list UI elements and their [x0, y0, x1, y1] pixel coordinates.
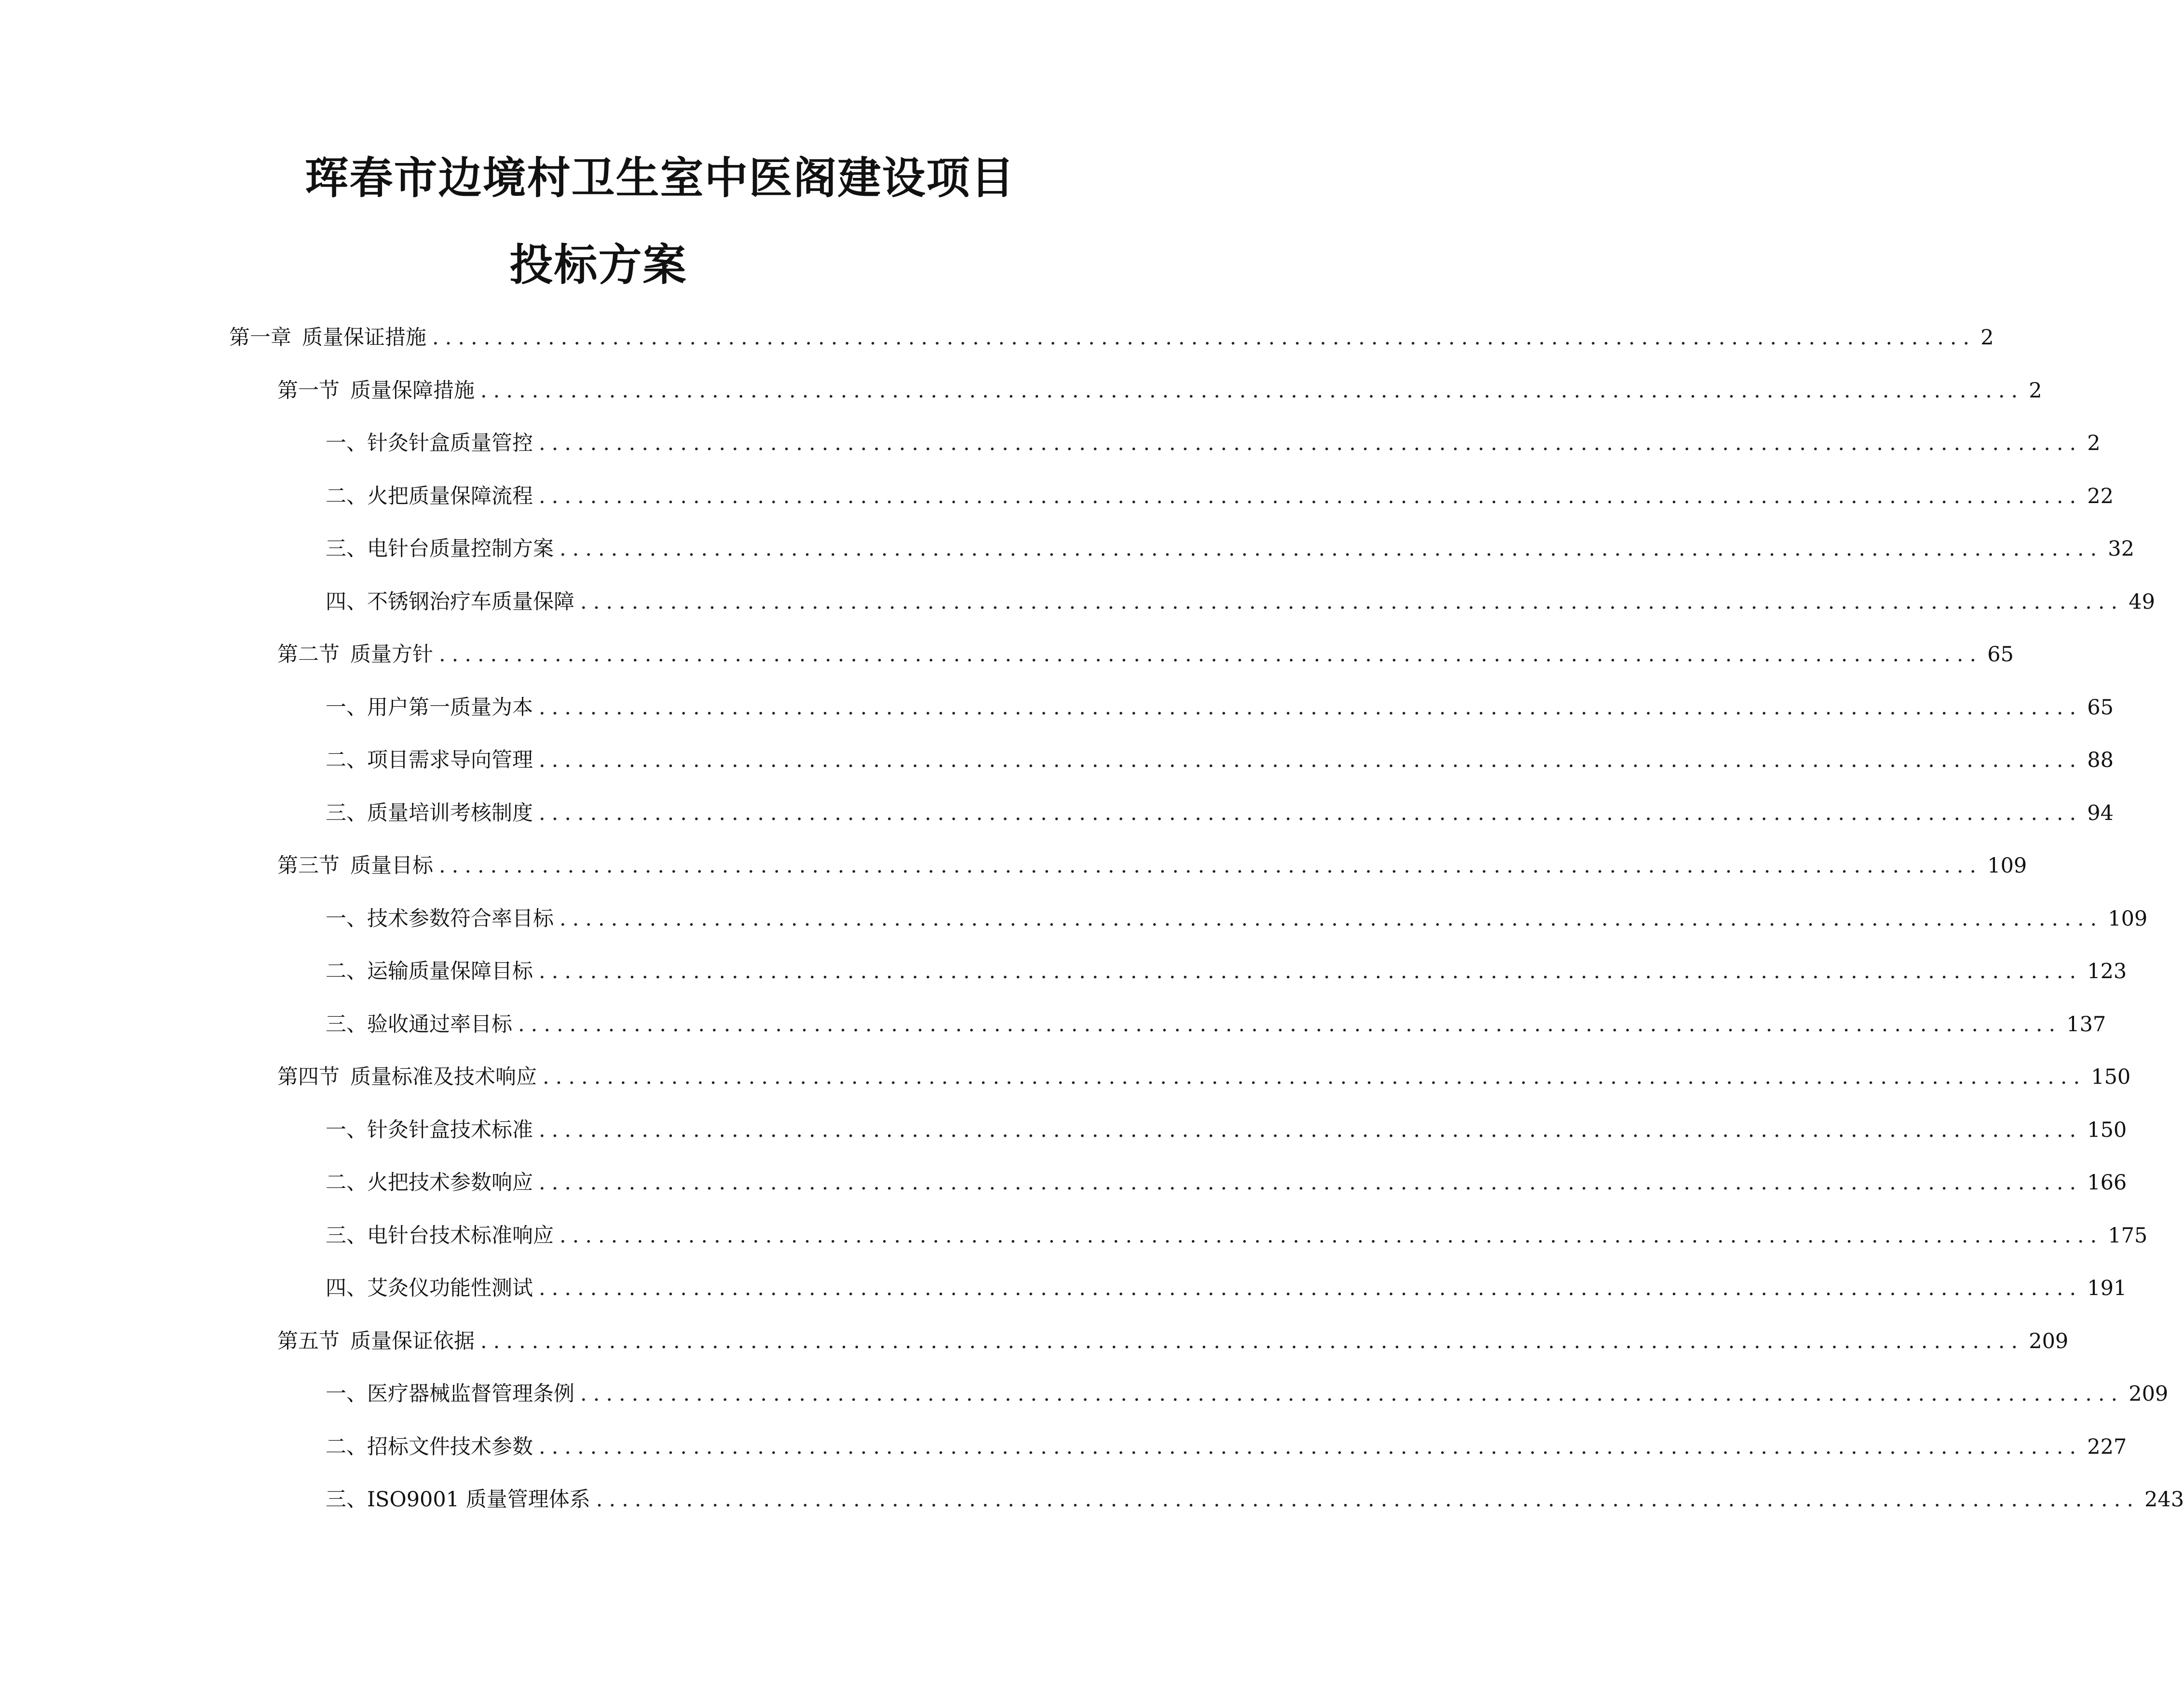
toc-dot-leader: ........................................................................................................................ [539, 1118, 2083, 1142]
toc-entry-title: 质量保证依据 [350, 1329, 475, 1353]
toc-entry-number: 第五节 [277, 1329, 340, 1353]
toc-entry[interactable] [326, 424, 2101, 463]
toc-entry-number: 一、 [326, 695, 367, 720]
toc-entry-title: 技术参数符合率目标 [367, 906, 554, 931]
toc-entry[interactable] [326, 688, 2114, 727]
toc-page-number: 65 [1987, 642, 2014, 667]
toc-page-number: 88 [2087, 748, 2114, 772]
toc-dot-leader: ........................................................................................................................ [539, 484, 2083, 508]
toc-entry-number: 二、 [326, 959, 367, 983]
toc-entry-number: 二、 [326, 1171, 367, 1195]
toc-entry-number: 二、 [326, 748, 367, 772]
toc-page-number: 32 [2108, 537, 2134, 561]
toc-entry-title: 火把质量保障流程 [367, 484, 533, 508]
toc-dot-leader: ........................................................................................................................ [539, 1276, 2083, 1300]
toc-entry-number: 二、 [326, 1434, 367, 1459]
toc-dot-leader: ........................................................................................................................ [560, 1223, 2103, 1248]
toc-dot-leader: ........................................................................................................................ [432, 326, 1976, 350]
toc-entry-title: 针灸针盒技术标准 [367, 1118, 533, 1142]
toc-entry[interactable] [326, 1216, 2148, 1255]
toc-dot-leader: ........................................................................................................................ [539, 431, 2083, 455]
toc-entry-title: 招标文件技术参数 [367, 1434, 533, 1459]
toc-page-number: 109 [2108, 906, 2148, 931]
toc-page-number: 209 [2129, 1382, 2169, 1406]
toc-entry-number: 一、 [326, 906, 367, 931]
toc-page-number: 65 [2087, 695, 2114, 720]
toc-entry[interactable] [326, 952, 2127, 991]
toc-entry[interactable] [326, 1428, 2127, 1466]
toc-page-number: 49 [2129, 589, 2155, 614]
toc-page-number: 2 [2029, 378, 2042, 403]
toc-page-number: 2 [2087, 431, 2101, 455]
toc-dot-leader: ........................................................................................................................ [539, 748, 2083, 772]
toc-dot-leader: ........................................................................................................................ [539, 959, 2083, 983]
toc-entry-title: 针灸针盒质量管控 [367, 431, 533, 455]
toc-entry[interactable] [326, 583, 2155, 621]
toc-entry-number: 第一章 [229, 326, 291, 350]
toc-entry[interactable] [326, 1375, 2169, 1413]
toc-page-number: 191 [2087, 1276, 2127, 1300]
toc-dot-leader: ........................................................................................................................ [543, 1065, 2087, 1089]
toc-page-number: 227 [2087, 1434, 2127, 1459]
toc-entry-number: 一、 [326, 431, 367, 455]
toc-entry[interactable] [326, 1005, 2106, 1044]
toc-entry-number: 四、 [326, 589, 367, 614]
toc-entry-title: 质量培训考核制度 [367, 801, 533, 825]
toc-dot-leader: ........................................................................................................................ [560, 537, 2103, 561]
toc-page-number: 123 [2087, 959, 2127, 983]
toc-dot-leader: ........................................................................................................................ [518, 1012, 2062, 1037]
toc-page-number: 209 [2029, 1329, 2069, 1353]
toc-entry-title: 艾灸仪功能性测试 [367, 1276, 533, 1300]
toc-dot-leader: ........................................................................................................................ [580, 1382, 2124, 1406]
toc-entry-title: 火把技术参数响应 [367, 1171, 533, 1195]
toc-entry[interactable] [277, 1322, 2069, 1361]
toc-entry-title: 用户第一质量为本 [367, 695, 533, 720]
document-title: 珲春市边境村卫生室中医阁建设项目 [305, 153, 1015, 204]
toc-entry-title: 医疗器械监督管理条例 [367, 1382, 574, 1406]
toc-entry[interactable] [326, 741, 2114, 779]
toc-dot-leader: ........................................................................................................................ [596, 1487, 2140, 1512]
toc-page-number: 243 [2144, 1487, 2184, 1512]
document-subtitle: 投标方案 [509, 240, 687, 290]
toc-entry-title: 不锈钢治疗车质量保障 [367, 589, 574, 614]
toc-entry[interactable] [326, 1163, 2127, 1202]
toc-dot-leader: ........................................................................................................................ [539, 695, 2083, 720]
toc-entry-number: 三、 [326, 537, 367, 561]
toc-page-number: 94 [2087, 801, 2114, 825]
toc-dot-leader: ........................................................................................................................ [539, 1171, 2083, 1195]
toc-entry[interactable] [277, 1058, 2131, 1096]
toc-dot-leader: ........................................................................................................................ [439, 854, 1983, 878]
toc-page-number: 2 [1980, 326, 1994, 350]
toc-entry-number: 一、 [326, 1118, 367, 1142]
toc-entry-number: 第三节 [277, 854, 340, 878]
toc-entry-number: 三、 [326, 1487, 367, 1512]
toc-page-number: 150 [2087, 1118, 2127, 1142]
toc-page-number: 137 [2066, 1012, 2106, 1037]
toc-entry-title: 运输质量保障目标 [367, 959, 533, 983]
toc-entry-number: 第四节 [277, 1065, 340, 1089]
toc-entry-title: 电针台质量控制方案 [367, 537, 554, 561]
toc-entry-number: 四、 [326, 1276, 367, 1300]
toc-entry-title: 电针台技术标准响应 [367, 1223, 554, 1248]
toc-entry-number: 第二节 [277, 642, 340, 667]
toc-entry[interactable] [277, 371, 2042, 410]
toc-entry-title: 质量保障措施 [350, 378, 475, 403]
toc-dot-leader: ........................................................................................................................ [539, 1434, 2083, 1459]
toc-page-number: 175 [2108, 1223, 2148, 1248]
toc-entry-title: 质量标准及技术响应 [350, 1065, 537, 1089]
toc-page-number: 109 [1987, 854, 2027, 878]
toc-page-number: 150 [2091, 1065, 2131, 1089]
toc-dot-leader: ........................................................................................................................ [560, 906, 2103, 931]
toc-entry-number: 三、 [326, 1223, 367, 1248]
toc-entry-title: 质量保证措施 [302, 326, 426, 350]
toc-entry-number: 三、 [326, 1012, 367, 1037]
toc-entry[interactable] [326, 530, 2134, 568]
toc-dot-leader: ........................................................................................................................ [539, 801, 2083, 825]
toc-entry-number: 第一节 [277, 378, 340, 403]
toc-dot-leader: ........................................................................................................................ [439, 642, 1983, 667]
toc-entry[interactable] [326, 1269, 2127, 1308]
toc-entry[interactable] [326, 1111, 2127, 1149]
toc-entry[interactable] [277, 635, 2014, 674]
toc-page-number: 166 [2087, 1171, 2127, 1195]
toc-entry-title: 质量目标 [350, 854, 433, 878]
toc-dot-leader: ........................................................................................................................ [580, 589, 2124, 614]
toc-entry-title: 验收通过率目标 [367, 1012, 512, 1037]
toc-entry[interactable] [326, 794, 2114, 832]
toc-entry[interactable] [326, 900, 2148, 938]
toc-entry[interactable] [277, 846, 2027, 885]
toc-page-number: 22 [2087, 484, 2114, 508]
toc-entry-number: 二、 [326, 484, 367, 508]
toc-entry[interactable] [326, 477, 2114, 516]
toc-entry-number: 三、 [326, 801, 367, 825]
toc-entry-title: 质量方针 [350, 642, 433, 667]
toc-entry-title: ISO9001 质量管理体系 [367, 1487, 590, 1512]
toc-entry-title: 项目需求导向管理 [367, 748, 533, 772]
toc-entry[interactable] [229, 318, 1994, 357]
toc-dot-leader: ........................................................................................................................ [480, 1329, 2024, 1353]
toc-entry[interactable] [326, 1480, 2184, 1519]
toc-dot-leader: ........................................................................................................................ [480, 378, 2024, 403]
toc-entry-number: 一、 [326, 1382, 367, 1406]
